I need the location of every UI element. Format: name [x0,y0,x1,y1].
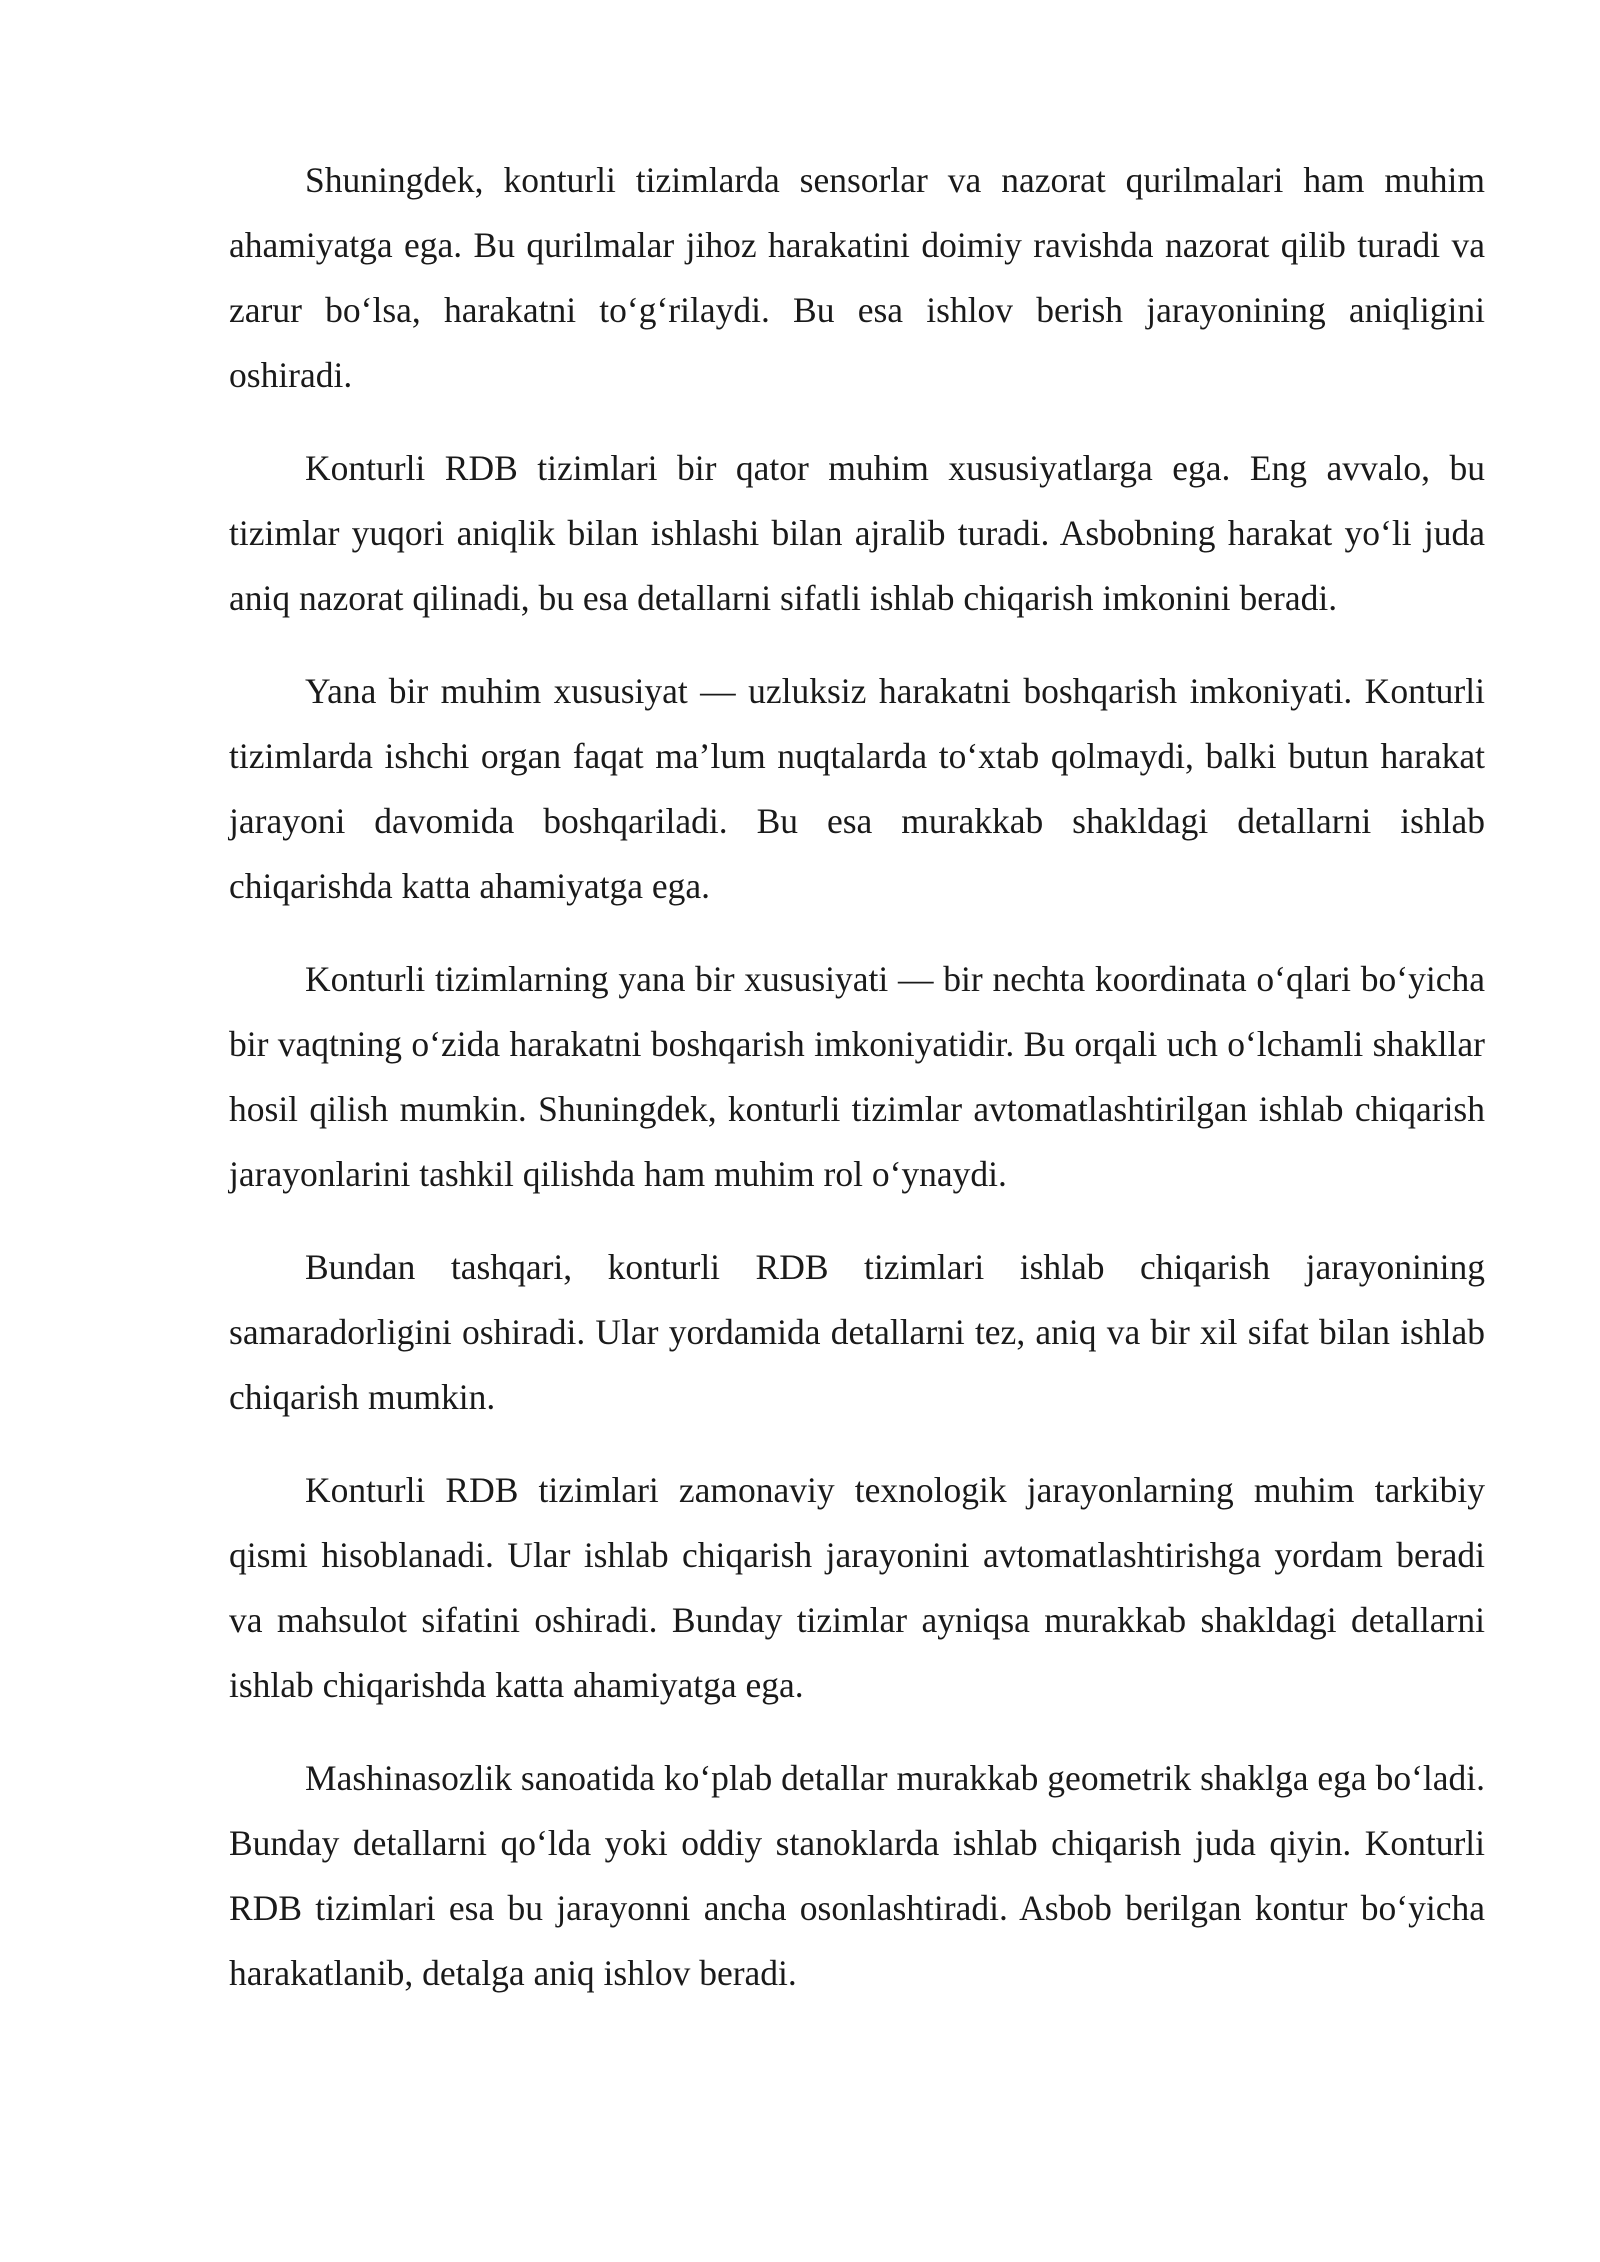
paragraph-machine-building: Mashinasozlik sanoatida ko‘plab detallar murakkab geometrik shaklga ega bo‘ladi. Bunday detallarni qo‘lda yoki oddiy stanoklarda ishlab chiqarish juda qiyin. Konturli RDB tizimlari esa bu jarayonni ancha osonlashtiradi. Asbob berilgan kontur bo‘yicha harakatlanib, detalga aniq ishlov beradi. [229,1758,1485,1993]
document-page [229,148,1485,2034]
paragraph-features: Konturli RDB tizimlari bir qator muhim xususiyatlarga ega. Eng avvalo, bu tizimlar yuqori aniqlik bilan ishlashi bilan ajralib turadi. Asbobning harakat yo‘li juda aniq nazorat qilinadi, bu esa detallarni sifatli ishlab chiqarish imkonini beradi. [229,448,1485,618]
paragraph-sensors: Shuningdek, konturli tizimlarda sensorlar va nazorat qurilmalari ham muhim ahamiyatga ega. Bu qurilmalar jihoz harakatini doimiy ravishda nazorat qilib turadi va zarur bo‘lsa, harakatni to‘g‘rilaydi. Bu esa ishlov berish jarayonining aniqligini oshiradi. [229,160,1485,395]
paragraph-multi-axis: Konturli tizimlarning yana bir xususiyati — bir nechta koordinata o‘qlari bo‘yicha bir vaqtning o‘zida harakatni boshqarish imkoniyatidir. Bu orqali uch o‘lchamli shakllar hosil qilish mumkin. Shuningdek, konturli tizimlar avtomatlashtirilgan ishlab chiqarish jarayonlarini tashkil qilishda ham muhim rol o‘ynaydi. [229,959,1485,1194]
paragraph-modern-technology: Konturli RDB tizimlari zamonaviy texnologik jarayonlarning muhim tarkibiy qismi hisoblanadi. Ular ishlab chiqarish jarayonini avtomatlashtirishga yordam beradi va mahsulot sifatini oshiradi. Bunday tizimlar ayniqsa murakkab shakldagi detallarni ishlab chiqarishda katta ahamiyatga ega. [229,1470,1485,1705]
paragraph-efficiency: Bundan tashqari, konturli RDB tizimlari ishlab chiqarish jarayonining samaradorligini oshiradi. Ular yordamida detallarni tez, aniq va bir xil sifat bilan ishlab chiqarish mumkin. [229,1247,1485,1417]
paragraph-continuous-control: Yana bir muhim xususiyat — uzluksiz harakatni boshqarish imkoniyati. Konturli tizimlarda ishchi organ faqat ma’lum nuqtalarda to‘xtab qolmaydi, balki butun harakat jarayoni davomida boshqariladi. Bu esa murakkab shakldagi detallarni ishlab chiqarishda katta ahamiyatga ega. [229,671,1485,906]
